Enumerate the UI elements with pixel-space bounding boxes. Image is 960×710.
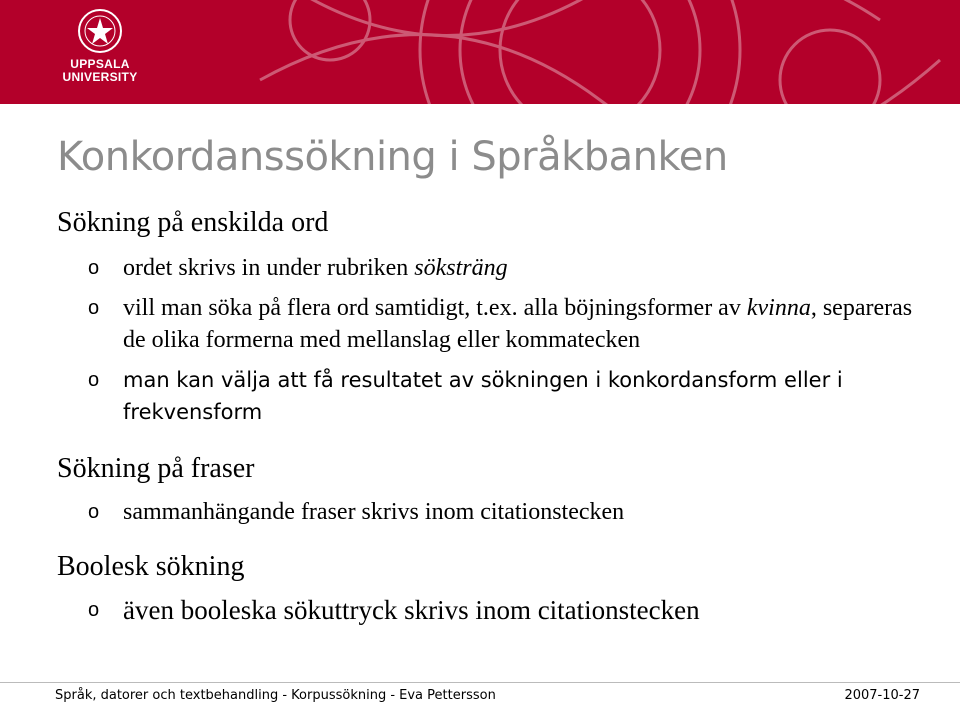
section-heading-single-words: Sökning på enskilda ord [57,207,329,238]
logo-line-university: UNIVERSITY [62,70,138,84]
bullet-list-single-words [57,252,937,428]
bullet-text: man kan välja att få resultatet av sökningen i konkordansform eller i frekvensform [123,368,843,424]
footer-date: 2007-10-27 [844,688,920,703]
bullet-text: vill man söka på flera ord samtidigt, t.ex. alla böjningsformer av [123,295,747,321]
list-item [57,594,937,626]
university-banner [0,0,960,104]
bullet-text: ordet skrivs in under rubriken [123,255,415,281]
banner-pattern-icon [180,0,960,104]
bullet-icon: o [88,501,100,523]
uppsala-logo [55,8,145,98]
logo-text [55,58,145,84]
list-item [57,292,937,356]
bullet-icon: o [88,599,100,621]
section-heading-phrases: Sökning på fraser [57,453,255,484]
footer-course-info: Språk, datorer och textbehandling - Korpussökning - Eva Pettersson [55,688,496,703]
bullet-text: sammanhängande fraser skrivs inom citationstecken [123,499,625,525]
bullet-emphasis: kvinna [746,295,811,321]
list-item [57,496,937,528]
bullet-text: även booleska sökuttryck skrivs inom citationstecken [123,595,700,625]
slide-title: Konkordanssökning i Språkbanken [57,134,728,180]
bullet-text-post: , separeras de olika formerna med mellanslag eller kommatecken [123,295,913,353]
bullet-list-boolean [57,594,937,626]
slide-footer [0,682,960,710]
logo-line-uppsala: UPPSALA [70,57,130,71]
list-item [57,364,937,428]
bullet-emphasis: söksträng [414,255,508,281]
bullet-icon: o [88,369,100,391]
slide-content [57,206,937,626]
bullet-list-phrases [57,496,937,528]
bullet-icon: o [88,257,100,279]
list-item [57,252,937,284]
bullet-icon: o [88,297,100,319]
section-heading-boolean: Boolesk sökning [57,551,245,582]
university-seal-icon [77,8,123,54]
